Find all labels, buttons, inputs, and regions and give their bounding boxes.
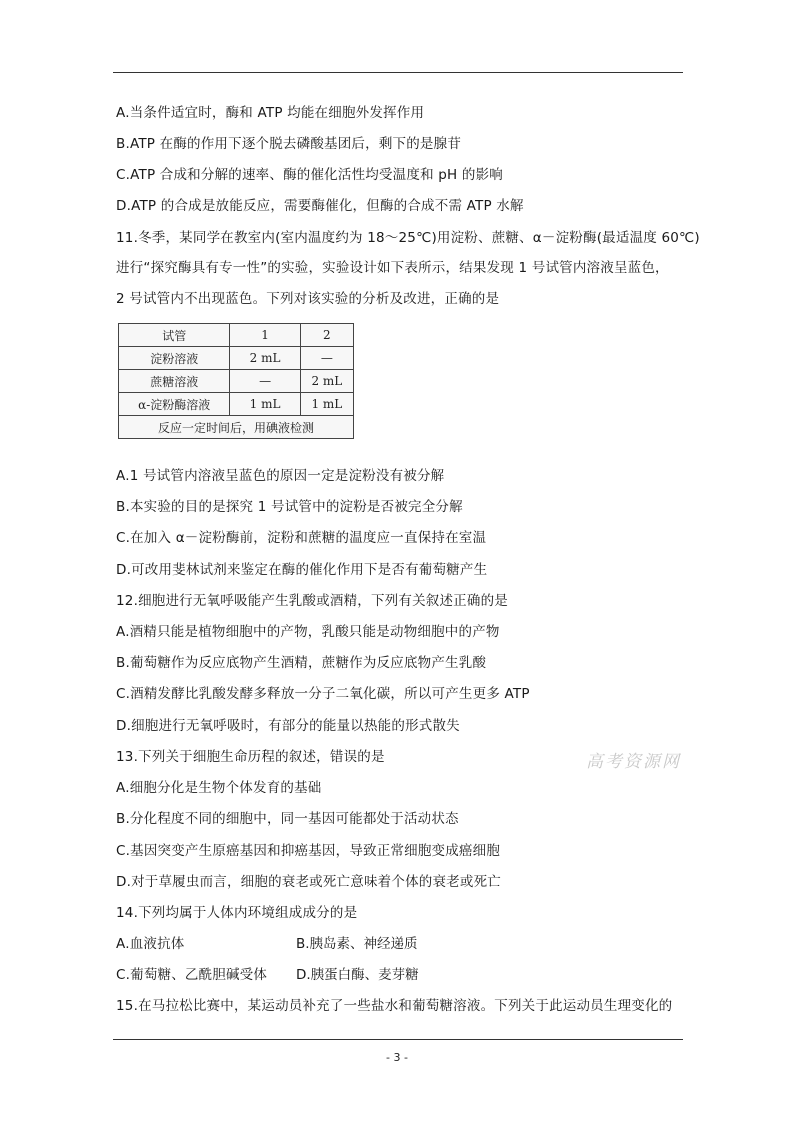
table-row (119, 393, 354, 416)
q11-stem-line-2: 进行“探究酶具有专一性”的实验，实验设计如下表所示，结果发现 1 号试管内溶液呈蓝色， (116, 260, 669, 276)
q13-option-a: A.细胞分化是生物个体发育的基础 (116, 780, 322, 796)
table-header-cell: 试管 (119, 324, 230, 347)
header-rule (113, 72, 683, 73)
q14-stem: 14.下列均属于人体内环境组成成分的是 (116, 905, 358, 921)
table-cell: 蔗糖溶液 (119, 370, 230, 393)
q13-option-c: C.基因突变产生原癌基因和抑癌基因，导致正常细胞变成癌细胞 (116, 843, 501, 859)
table-header-cell: 1 (230, 324, 300, 347)
q12-option-d: D.细胞进行无氧呼吸时，有部分的能量以热能的形式散失 (116, 718, 460, 734)
q10-option-b: B.ATP 在酶的作用下逐个脱去磷酸基团后，剩下的是腺苷 (116, 136, 462, 152)
table-cell: 淀粉溶液 (119, 347, 230, 370)
q14-option-d: D.胰蛋白酶、麦芽糖 (296, 967, 419, 983)
q14-option-b: B.胰岛素、神经递质 (296, 936, 418, 952)
q12-option-b: B.葡萄糖作为反应底物产生酒精，蔗糖作为反应底物产生乳酸 (116, 655, 487, 671)
q14-option-c: C.葡萄糖、乙酰胆碱受体 (116, 967, 268, 983)
table-cell: 1 mL (300, 393, 353, 416)
q10-option-d: D.ATP 的合成是放能反应，需要酶催化，但酶的合成不需 ATP 水解 (116, 198, 524, 214)
q12-option-c: C.酒精发酵比乳酸发酵多释放一分子二氧化碳，所以可产生更多 ATP (116, 686, 530, 702)
table-cell: 2 mL (230, 347, 300, 370)
watermark: 高考资源网 (586, 752, 681, 772)
table-cell: 1 mL (230, 393, 300, 416)
table-footer-row (119, 416, 354, 439)
q13-stem: 13.下列关于细胞生命历程的叙述，错误的是 (116, 749, 385, 765)
q13-option-b: B.分化程度不同的细胞中，同一基因可能都处于活动状态 (116, 811, 459, 827)
q13-option-d: D.对于草履虫而言，细胞的衰老或死亡意味着个体的衰老或死亡 (116, 874, 501, 890)
q11-option-c: C.在加入 α－淀粉酶前，淀粉和蔗糖的温度应一直保持在室温 (116, 530, 487, 546)
q11-option-a: A.1 号试管内溶液呈蓝色的原因一定是淀粉没有被分解 (116, 468, 445, 484)
q10-option-c: C.ATP 合成和分解的速率、酶的催化活性均受温度和 pH 的影响 (116, 167, 503, 183)
q12-option-a: A.酒精只能是植物细胞中的产物，乳酸只能是动物细胞中的产物 (116, 624, 500, 640)
q11-stem-line-1: 11.冬季，某同学在教室内(室内温度约为 18～25℃)用淀粉、蔗糖、α－淀粉酶(最适温度 60℃) (116, 230, 700, 246)
table-cell: — (300, 347, 353, 370)
experiment-table (118, 323, 354, 439)
q10-option-a: A.当条件适宜时，酶和 ATP 均能在细胞外发挥作用 (116, 105, 425, 121)
table-row (119, 370, 354, 393)
table-cell: — (230, 370, 300, 393)
q11-option-d: D.可改用斐林试剂来鉴定在酶的催化作用下是否有葡萄糖产生 (116, 562, 488, 578)
q11-option-b: B.本实验的目的是探究 1 号试管中的淀粉是否被完全分解 (116, 499, 463, 515)
table-cell: α-淀粉酶溶液 (119, 393, 230, 416)
q12-stem: 12.细胞进行无氧呼吸能产生乳酸或酒精，下列有关叙述正确的是 (116, 593, 508, 609)
footer-rule (113, 1039, 683, 1040)
q14-option-a: A.血液抗体 (116, 936, 185, 952)
table-header-cell: 2 (300, 324, 353, 347)
q11-stem-line-3: 2 号试管内不出现蓝色。下列对该实验的分析及改进，正确的是 (116, 291, 500, 307)
page-number: - 3 - (386, 1051, 408, 1064)
table-row (119, 347, 354, 370)
q15-stem: 15.在马拉松比赛中，某运动员补充了一些盐水和葡萄糖溶液。下列关于此运动员生理变化的 (116, 998, 673, 1014)
table-footer-cell: 反应一定时间后，用碘液检测 (119, 416, 354, 439)
table-header-row (119, 324, 354, 347)
table-cell: 2 mL (300, 370, 353, 393)
